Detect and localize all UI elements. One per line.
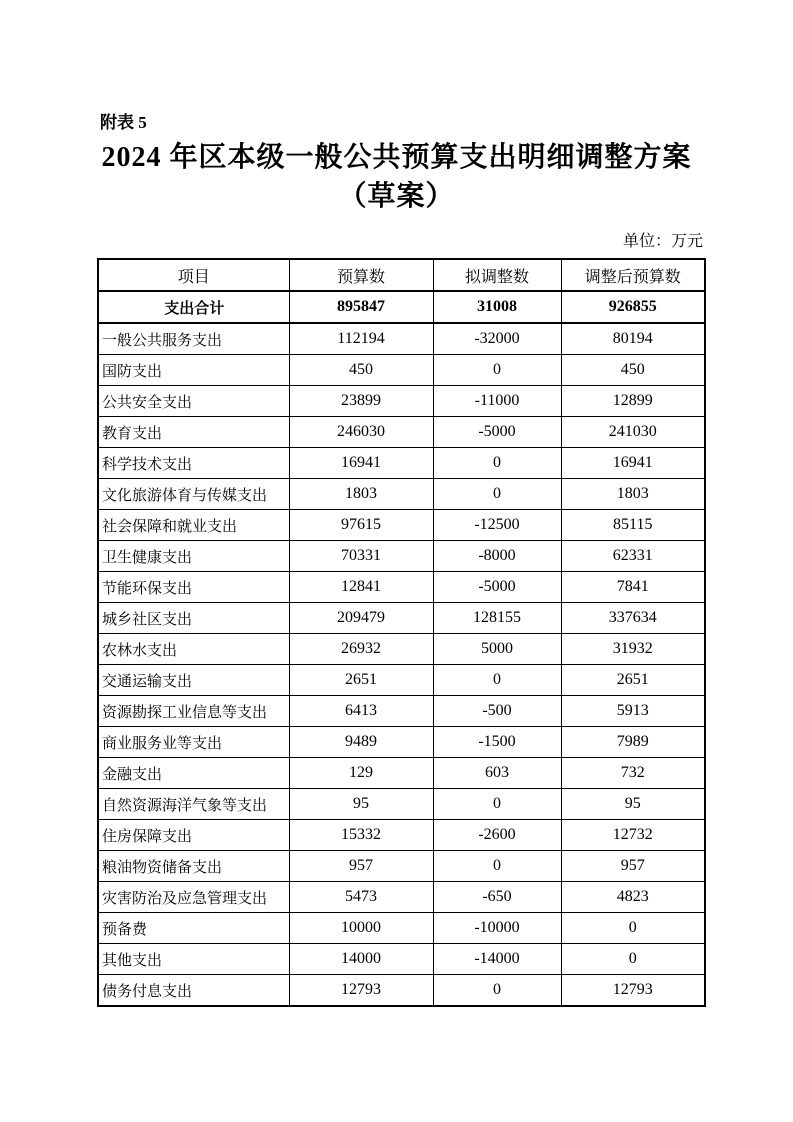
value-cell: 0 — [561, 944, 705, 975]
annex-label: 附表 5 — [100, 113, 147, 132]
item-cell: 公共安全支出 — [98, 386, 289, 417]
budget-table — [97, 258, 706, 1007]
value-cell: -14000 — [433, 944, 561, 975]
value-cell: 0 — [433, 355, 561, 386]
value-cell: 95 — [561, 789, 705, 820]
table-row — [98, 975, 705, 1007]
value-cell: 70331 — [289, 541, 433, 572]
table-row — [98, 882, 705, 913]
value-cell: 23899 — [289, 386, 433, 417]
table-row — [98, 944, 705, 975]
value-cell: 246030 — [289, 417, 433, 448]
value-cell: -5000 — [433, 417, 561, 448]
value-cell: -2600 — [433, 820, 561, 851]
table-row — [98, 696, 705, 727]
item-cell: 文化旅游体育与传媒支出 — [98, 479, 289, 510]
value-cell: 209479 — [289, 603, 433, 634]
item-cell: 一般公共服务支出 — [98, 323, 289, 355]
value-cell: 0 — [433, 975, 561, 1007]
table-row — [98, 727, 705, 758]
value-cell: 2651 — [289, 665, 433, 696]
value-cell: -32000 — [433, 323, 561, 355]
value-cell: 0 — [433, 851, 561, 882]
header-row — [98, 259, 705, 291]
table-row — [98, 634, 705, 665]
value-cell: 926855 — [561, 291, 705, 323]
col-header-item: 项目 — [98, 259, 289, 291]
value-cell: 0 — [433, 448, 561, 479]
item-cell: 粮油物资储备支出 — [98, 851, 289, 882]
value-cell: -1500 — [433, 727, 561, 758]
value-cell: 80194 — [561, 323, 705, 355]
table-row — [98, 355, 705, 386]
value-cell: 0 — [561, 913, 705, 944]
value-cell: 1803 — [561, 479, 705, 510]
value-cell: 603 — [433, 758, 561, 789]
page-title-line2: （草案） — [338, 181, 455, 212]
value-cell: 337634 — [561, 603, 705, 634]
item-cell: 卫生健康支出 — [98, 541, 289, 572]
value-cell: 95 — [289, 789, 433, 820]
table-row — [98, 417, 705, 448]
item-cell: 自然资源海洋气象等支出 — [98, 789, 289, 820]
value-cell: 10000 — [289, 913, 433, 944]
table-row — [98, 603, 705, 634]
value-cell: 1803 — [289, 479, 433, 510]
value-cell: 16941 — [561, 448, 705, 479]
item-cell: 金融支出 — [98, 758, 289, 789]
table-row — [98, 820, 705, 851]
item-cell: 国防支出 — [98, 355, 289, 386]
item-cell: 社会保障和就业支出 — [98, 510, 289, 541]
table-row — [98, 851, 705, 882]
table-row — [98, 510, 705, 541]
value-cell: 0 — [433, 479, 561, 510]
value-cell: 957 — [289, 851, 433, 882]
item-cell: 科学技术支出 — [98, 448, 289, 479]
table-row — [98, 758, 705, 789]
item-cell: 教育支出 — [98, 417, 289, 448]
table-row — [98, 448, 705, 479]
item-cell: 资源勘探工业信息等支出 — [98, 696, 289, 727]
value-cell: 12732 — [561, 820, 705, 851]
value-cell: 450 — [289, 355, 433, 386]
value-cell: 14000 — [289, 944, 433, 975]
value-cell: 450 — [561, 355, 705, 386]
value-cell: 2651 — [561, 665, 705, 696]
table-row — [98, 665, 705, 696]
value-cell: 15332 — [289, 820, 433, 851]
item-cell: 支出合计 — [98, 291, 289, 323]
col-header-adjustment: 拟调整数 — [433, 259, 561, 291]
value-cell: -650 — [433, 882, 561, 913]
value-cell: 4823 — [561, 882, 705, 913]
item-cell: 住房保障支出 — [98, 820, 289, 851]
value-cell: -10000 — [433, 913, 561, 944]
value-cell: 26932 — [289, 634, 433, 665]
item-cell: 交通运输支出 — [98, 665, 289, 696]
table-row — [98, 323, 705, 355]
value-cell: -11000 — [433, 386, 561, 417]
value-cell: -500 — [433, 696, 561, 727]
value-cell: 31008 — [433, 291, 561, 323]
value-cell: 16941 — [289, 448, 433, 479]
value-cell: 128155 — [433, 603, 561, 634]
item-cell: 预备费 — [98, 913, 289, 944]
value-cell: 112194 — [289, 323, 433, 355]
value-cell: 12793 — [561, 975, 705, 1007]
col-header-adjusted-budget: 调整后预算数 — [561, 259, 705, 291]
table-row — [98, 479, 705, 510]
item-cell: 节能环保支出 — [98, 572, 289, 603]
value-cell: 241030 — [561, 417, 705, 448]
value-cell: 97615 — [289, 510, 433, 541]
value-cell: 5913 — [561, 696, 705, 727]
item-cell: 农林水支出 — [98, 634, 289, 665]
page-title-line1: 2024 年区本级一般公共预算支出明细调整方案 — [101, 142, 692, 173]
total-row — [98, 291, 705, 323]
value-cell: 7841 — [561, 572, 705, 603]
value-cell: 895847 — [289, 291, 433, 323]
value-cell: 5000 — [433, 634, 561, 665]
value-cell: 85115 — [561, 510, 705, 541]
value-cell: 0 — [433, 665, 561, 696]
value-cell: 62331 — [561, 541, 705, 572]
value-cell: 129 — [289, 758, 433, 789]
value-cell: 6413 — [289, 696, 433, 727]
item-cell: 城乡社区支出 — [98, 603, 289, 634]
table-row — [98, 386, 705, 417]
item-cell: 债务付息支出 — [98, 975, 289, 1007]
value-cell: 732 — [561, 758, 705, 789]
table-row — [98, 572, 705, 603]
page-title — [40, 138, 753, 216]
table-row — [98, 541, 705, 572]
table-row — [98, 913, 705, 944]
table-body — [98, 291, 705, 1006]
value-cell: 957 — [561, 851, 705, 882]
unit-note: 单位：万元 — [622, 233, 703, 250]
value-cell: -12500 — [433, 510, 561, 541]
value-cell: 12899 — [561, 386, 705, 417]
value-cell: 7989 — [561, 727, 705, 758]
value-cell: 12841 — [289, 572, 433, 603]
value-cell: -8000 — [433, 541, 561, 572]
value-cell: 9489 — [289, 727, 433, 758]
item-cell: 商业服务业等支出 — [98, 727, 289, 758]
value-cell: 5473 — [289, 882, 433, 913]
value-cell: 0 — [433, 789, 561, 820]
item-cell: 其他支出 — [98, 944, 289, 975]
value-cell: -5000 — [433, 572, 561, 603]
col-header-budget: 预算数 — [289, 259, 433, 291]
item-cell: 灾害防治及应急管理支出 — [98, 882, 289, 913]
value-cell: 12793 — [289, 975, 433, 1007]
value-cell: 31932 — [561, 634, 705, 665]
table-row — [98, 789, 705, 820]
